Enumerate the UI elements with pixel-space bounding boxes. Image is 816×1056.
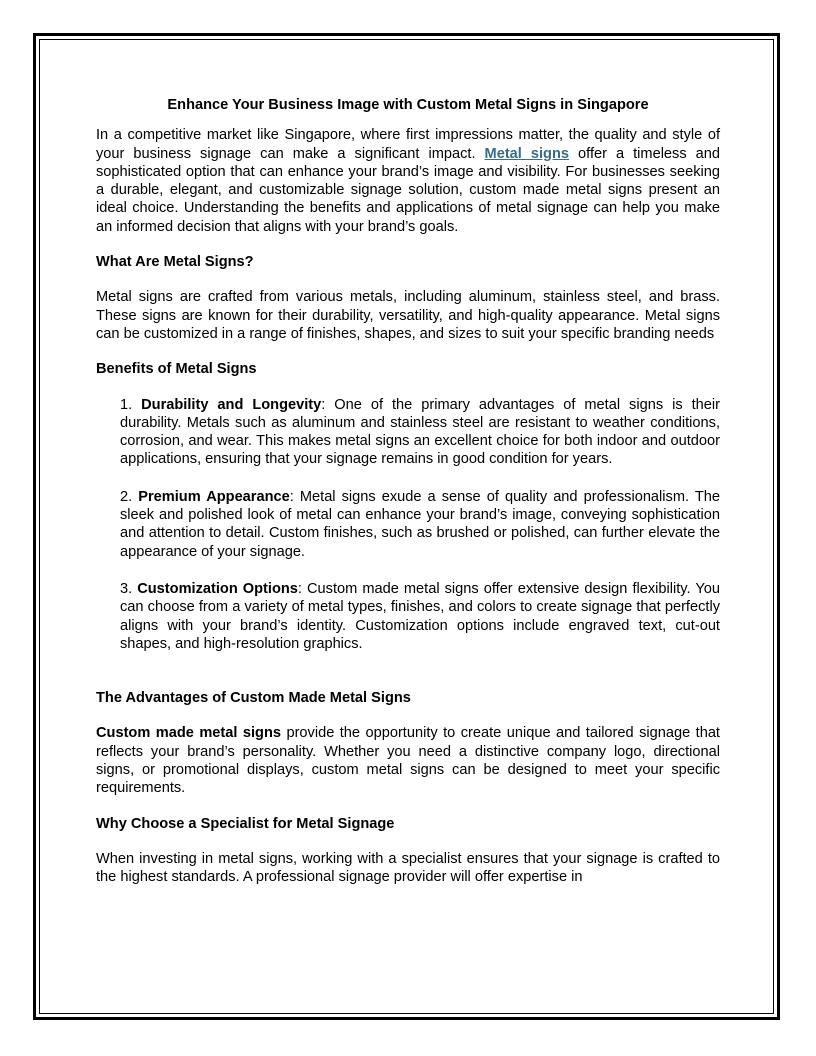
benefit-number: 1. (120, 396, 133, 413)
heading-what-are-metal-signs: What Are Metal Signs? (96, 254, 254, 271)
advantages-text: provide the opportunity to create unique and tailored signage that reflects your brand’s personality. Whether you need a distinctive company logo, directional signs, or promotional displays, custom metal signs can be designed to meet your specific requirements. (96, 725, 720, 797)
benefits-list (96, 396, 720, 654)
benefit-text: : Metal signs exude a sense of quality and professionalism. The sleek and polished look of metal can enhance your brand’s image, conveying sophistication and attention to detail. Custom finishes, such as brushed or polished, can further elevate the appearance of your signage. (120, 488, 720, 560)
intro-text-before-link: In a competitive market like Singapore, where first impressions matter, the quality and style of your business signage can make a significant impact. (96, 127, 720, 162)
benefit-label: Customization Options (137, 580, 298, 597)
benefit-item-durability (120, 396, 720, 469)
benefit-text: : One of the primary advantages of metal signs is their durability. Metals such as aluminum and stainless steel are resistant to weather conditions, corrosion, and wear. This makes metal signs an excellent choice for both indoor and outdoor applications, ensuring that your signage remains in good condition for years. (120, 396, 720, 468)
heading-benefits: Benefits of Metal Signs (96, 361, 257, 378)
document-title: Enhance Your Business Image with Custom Metal Signs in Singapore (167, 97, 649, 113)
benefit-number: 2. (120, 488, 133, 505)
advantages-paragraph (96, 724, 720, 797)
benefit-text: : Custom made metal signs offer extensive design flexibility. You can choose from a variety of metal types, finishes, and colors to create signage that perfectly aligns with your brand’s identity. Customization options include engraved text, cut-out shapes, and high-resolution graphics. (120, 580, 720, 652)
specialist-paragraph: When investing in metal signs, working with a specialist ensures that your signage is crafted to the highest standards. A professional signage provider will offer expertise in (96, 850, 720, 886)
benefit-label: Durability and Longevity (141, 396, 322, 413)
metal-signs-link[interactable]: Metal signs (484, 145, 569, 162)
intro-text-after-link: offer a timeless and sophisticated option that can enhance your brand’s image and visibility. For businesses seeking a durable, elegant, and customizable signage solution, custom made metal signs present an ideal choice. Understanding the benefits and applications of metal signage can help you make an informed decision that aligns with your brand’s goals. (96, 145, 721, 235)
advantages-lead-bold: Custom made metal signs (96, 725, 281, 742)
document-body (96, 96, 720, 904)
benefit-item-customization (120, 580, 720, 653)
heading-advantages: The Advantages of Custom Made Metal Signs (96, 690, 411, 707)
benefit-item-appearance (120, 488, 720, 561)
heading-specialist: Why Choose a Specialist for Metal Signage (96, 815, 395, 832)
benefit-number: 3. (120, 580, 133, 597)
what-are-metal-signs-paragraph: Metal signs are crafted from various metals, including aluminum, stainless steel, and brass. These signs are known for their durability, versatility, and high-quality appearance. Metal signs can be customized in a range of finishes, shapes, and sizes to suit your specific branding needs (96, 289, 720, 342)
intro-paragraph (96, 126, 720, 236)
benefit-label: Premium Appearance (138, 488, 290, 505)
